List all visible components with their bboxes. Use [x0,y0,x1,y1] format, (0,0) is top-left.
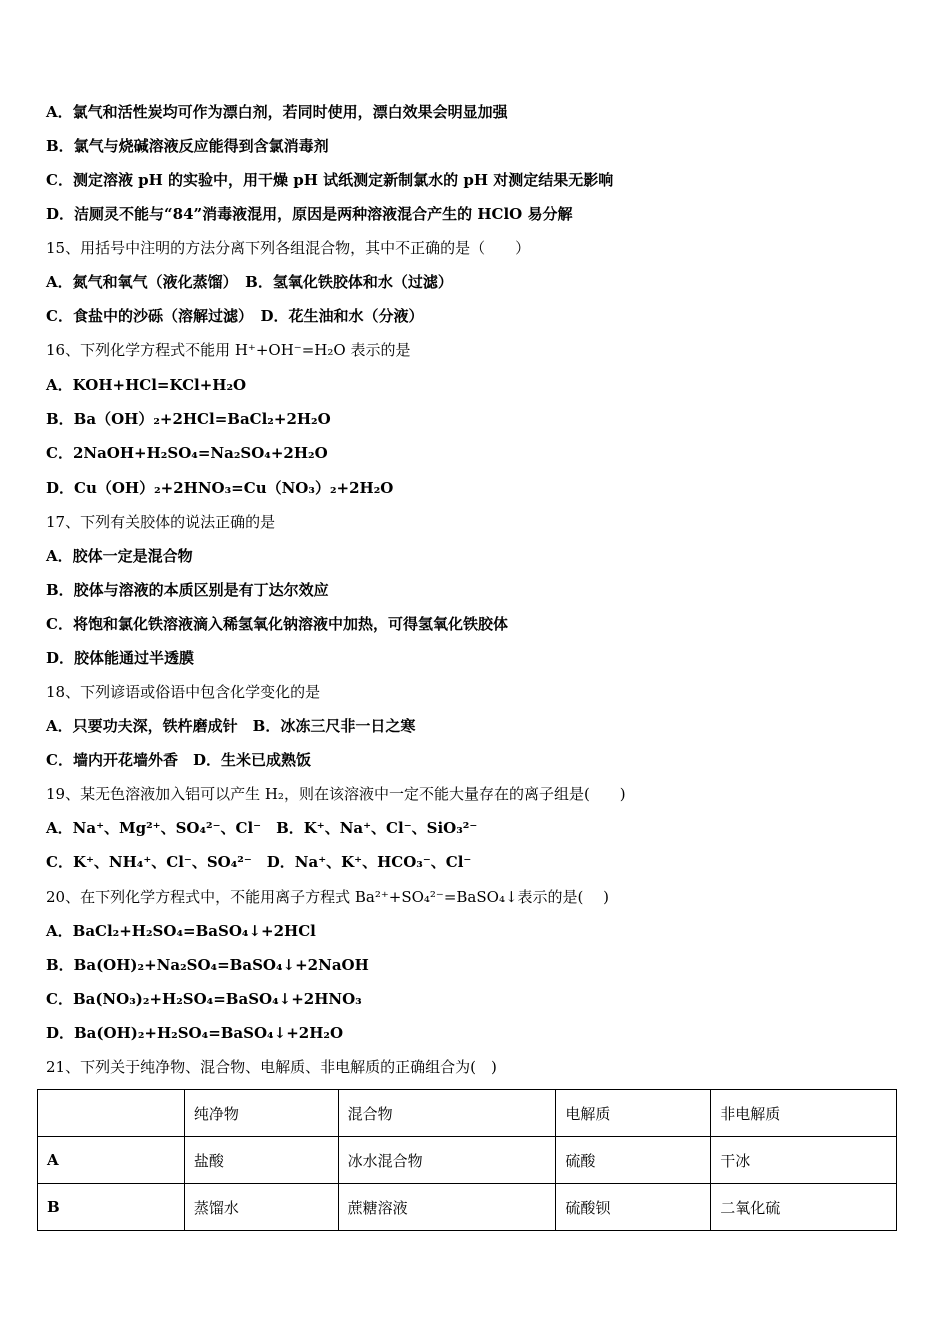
q18-stem: 18、下列谚语或俗语中包含化学变化的是 [46,683,321,701]
table-header-cell: 电解质 [556,1090,711,1137]
q20-stem: 20、在下列化学方程式中，不能用离子方程式 Ba²⁺+SO₄²⁻=BaSO₄↓表示的是( ) [46,888,610,906]
q18-options-ab: A．只要功夫深，铁杵磨成针 B．冰冻三尺非一日之寒 [46,717,416,735]
table-cell: 干冰 [711,1137,897,1184]
table-cell: 蔗糖溶液 [338,1184,556,1231]
table-cell: 二氧化硫 [711,1184,897,1231]
q18-options-cd: C．墙内开花墙外香 D．生米已成熟饭 [46,751,311,769]
table-cell: B [38,1184,185,1231]
table-cell: 硫酸钡 [556,1184,711,1231]
q14-option-d: D．洁厕灵不能与“84”消毒液混用，原因是两种溶液混合产生的 HClO 易分解 [46,205,573,223]
q19-stem: 19、某无色溶液加入铝可以产生 H₂，则在该溶液中一定不能大量存在的离子组是( ) [46,785,626,803]
table-header-cell: 非电解质 [711,1090,897,1137]
table-cell: 盐酸 [184,1137,338,1184]
q15-options-cd: C．食盐中的沙砾（溶解过滤） D．花生油和水（分液） [46,307,424,325]
q16-option-a: A．KOH+HCl=KCl+H₂O [46,376,247,394]
q15-options-ab: A．氮气和氧气（液化蒸馏） B．氢氧化铁胶体和水（过滤） [46,273,453,291]
table-header-cell: 混合物 [338,1090,556,1137]
q14-option-c: C．测定溶液 pH 的实验中，用干燥 pH 试纸测定新制氯水的 pH 对测定结果无影响 [46,171,614,189]
table-cell: A [38,1137,185,1184]
table-cell: 冰水混合物 [338,1137,556,1184]
q21-stem: 21、下列关于纯净物、混合物、电解质、非电解质的正确组合为( ) [46,1058,497,1076]
table-cell: 硫酸 [556,1137,711,1184]
q17-stem: 17、下列有关胶体的说法正确的是 [46,513,276,531]
q21-table [37,1089,897,1231]
q16-option-d: D．Cu（OH）₂+2HNO₃=Cu（NO₃）₂+2H₂O [46,479,394,497]
q15-stem: 15、用括号中注明的方法分离下列各组混合物，其中不正确的是（ ） [46,239,531,257]
table-row [38,1137,897,1184]
q16-stem: 16、下列化学方程式不能用 H⁺+OH⁻=H₂O 表示的是 [46,341,411,359]
q16-option-c: C．2NaOH+H₂SO₄=Na₂SO₄+2H₂O [46,444,328,462]
q14-option-a: A．氯气和活性炭均可作为漂白剂，若同时使用，漂白效果会明显加强 [46,103,508,121]
q14-option-b: B．氯气与烧碱溶液反应能得到含氯消毒剂 [46,137,329,155]
table-cell: 蒸馏水 [184,1184,338,1231]
table-header-row [38,1090,897,1137]
q17-option-b: B．胶体与溶液的本质区别是有丁达尔效应 [46,581,329,599]
q20-option-c: C．Ba(NO₃)₂+H₂SO₄=BaSO₄↓+2HNO₃ [46,990,362,1008]
q16-option-b: B．Ba（OH）₂+2HCl=BaCl₂+2H₂O [46,410,331,428]
q17-option-d: D．胶体能通过半透膜 [46,649,195,667]
q20-option-d: D．Ba(OH)₂+H₂SO₄=BaSO₄↓+2H₂O [46,1024,344,1042]
table-row [38,1184,897,1231]
q19-options-cd: C．K⁺、NH₄⁺、Cl⁻、SO₄²⁻ D．Na⁺、K⁺、HCO₃⁻、Cl⁻ [46,853,472,871]
q17-option-c: C．将饱和氯化铁溶液滴入稀氢氧化钠溶液中加热，可得氢氧化铁胶体 [46,615,508,633]
q19-options-ab: A．Na⁺、Mg²⁺、SO₄²⁻、Cl⁻ B．K⁺、Na⁺、Cl⁻、SiO₃²⁻ [46,819,478,837]
q20-option-b: B．Ba(OH)₂+Na₂SO₄=BaSO₄↓+2NaOH [46,956,369,974]
table-header-cell: 纯净物 [184,1090,338,1137]
q20-option-a: A．BaCl₂+H₂SO₄=BaSO₄↓+2HCl [46,922,316,940]
table-header-cell [38,1090,185,1137]
q17-option-a: A．胶体一定是混合物 [46,547,193,565]
